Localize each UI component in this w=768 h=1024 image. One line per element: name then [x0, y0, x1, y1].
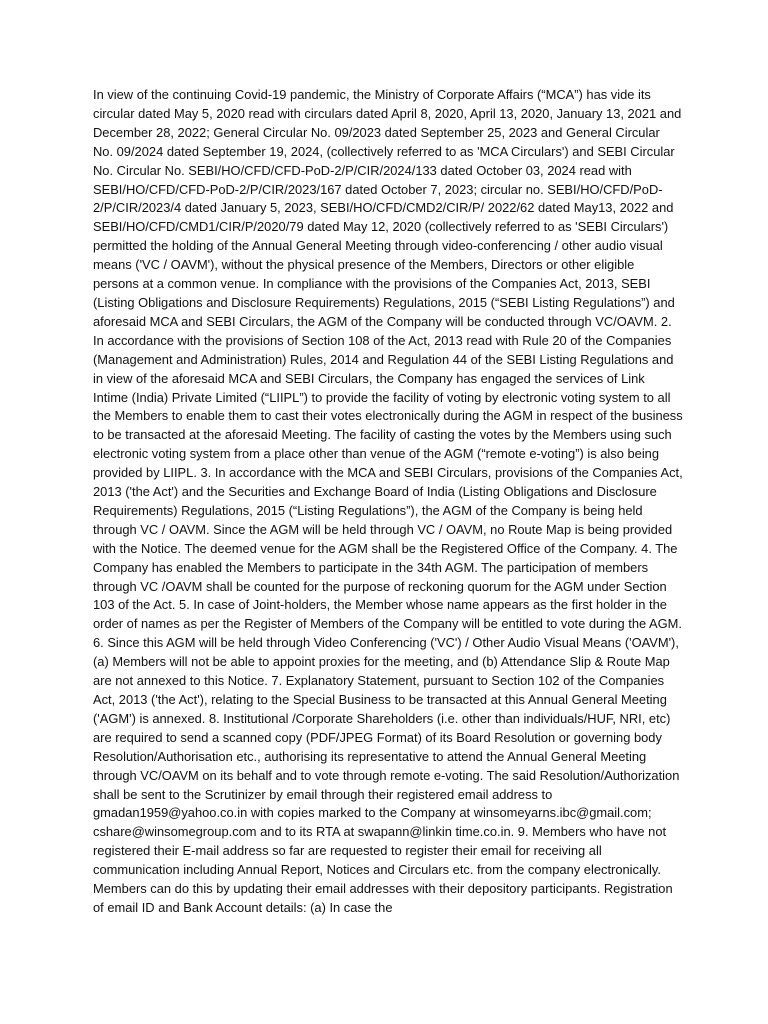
notice-body-paragraph: In view of the continuing Covid-19 pandemic, the Ministry of Corporate Affairs (“MCA”) has vide its circular dated May 5, 2020 read with circulars dated April 8, 2020, April 13, 2020, January 13, 2021 and December 28, 2022; General Circular No. 09/2023 dated September 25, 2023 and General Circular No. 09/2024 dated September 19, 2024, (collectively referred to as 'MCA Circulars') and SEBI Circular No. Circular No. SEBI/HO/CFD/CFD-PoD-2/P/CIR/2024/133 dated October 03, 2024 read with SEBI/HO/CFD/CFD-PoD-2/P/CIR/2023/167 dated October 7, 2023; circular no. SEBI/HO/CFD/PoD-2/P/CIR/2023/4 dated January 5, 2023, SEBI/HO/CFD/CMD2/CIR/P/ 2022/62 dated May13, 2022 and SEBI/HO/CFD/CMD1/CIR/P/2020/79 dated May 12, 2020 (collectively referred to as 'SEBI Circulars') permitted the holding of the Annual General Meeting through video-conferencing / other audio visual means ('VC / OAVM'), without the physical presence of the Members, Directors or other eligible persons at a common venue. In compliance with the provisions of the Companies Act, 2013, SEBI (Listing Obligations and Disclosure Requirements) Regulations, 2015 (“SEBI Listing Regulations”) and aforesaid MCA and SEBI Circulars, the AGM of the Company will be conducted through VC/OAVM. 2. In accordance with the provisions of Section 108 of the Act, 2013 read with Rule 20 of the Companies (Management and Administration) Rules, 2014 and Regulation 44 of the SEBI Listing Regulations and in view of the aforesaid MCA and SEBI Circulars, the Company has engaged the services of Link Intime (India) Private Limited (“LIIPL”) to provide the facility of voting by electronic voting system to all the Members to enable them to cast their votes electronically during the AGM in respect of the business to be transacted at the aforesaid Meeting. The facility of casting the votes by the Members using such electronic voting system from a place other than venue of the AGM (“remote e-voting”) is also being provided by LIIPL. 3. In accordance with the MCA and SEBI Circulars, provisions of the Companies Act, 2013 ('the Act') and the Securities and Exchange Board of India (Listing Obligations and Disclosure Requirements) Regulations, 2015 (“Listing Regulations”), the AGM of the Company is being held through VC / OAVM. Since the AGM will be held through VC / OAVM, no Route Map is being provided with the Notice. The deemed venue for the AGM shall be the Registered Office of the Company. 4. The Company has enabled the Members to participate in the 34th AGM. The participation of members through VC /OAVM shall be counted for the purpose of reckoning quorum for the AGM under Section 103 of the Act. 5. In case of Joint-holders, the Member whose name appears as the first holder in the order of names as per the Register of Members of the Company will be entitled to vote during the AGM. 6. Since this AGM will be held through Video Conferencing ('VC') / Other Audio Visual Means ('OAVM'), (a) Members will not be able to appoint proxies for the meeting, and (b) Attendance Slip & Route Map are not annexed to this Notice. 7. Explanatory Statement, pursuant to Section 102 of the Companies Act, 2013 ('the Act'), relating to the Special Business to be transacted at this Annual General Meeting ('AGM') is annexed. 8. Institutional /Corporate Shareholders (i.e. other than individuals/HUF, NRI, etc) are required to send a scanned copy (PDF/JPEG Format) of its Board Resolution or governing body Resolution/Authorisation etc., authorising its representative to attend the Annual General Meeting through VC/OAVM on its behalf and to vote through remote e-voting. The said Resolution/Authorization shall be sent to the Scrutinizer by email through their registered email address to gmadan1959@yahoo.co.in with copies marked to the Company at winsomeyarns.ibc@gmail.com; cshare@winsomegroup.com and to its RTA at swapann@linkin time.co.in. 9. Members who have not registered their E-mail address so far are requested to register their email for receiving all communication including Annual Report, Notices and Circulars etc. from the company electronically. Members can do this by updating their email addresses with their depository participants. Registration of email ID and Bank Account details: (a) In case the: [93, 87, 683, 915]
